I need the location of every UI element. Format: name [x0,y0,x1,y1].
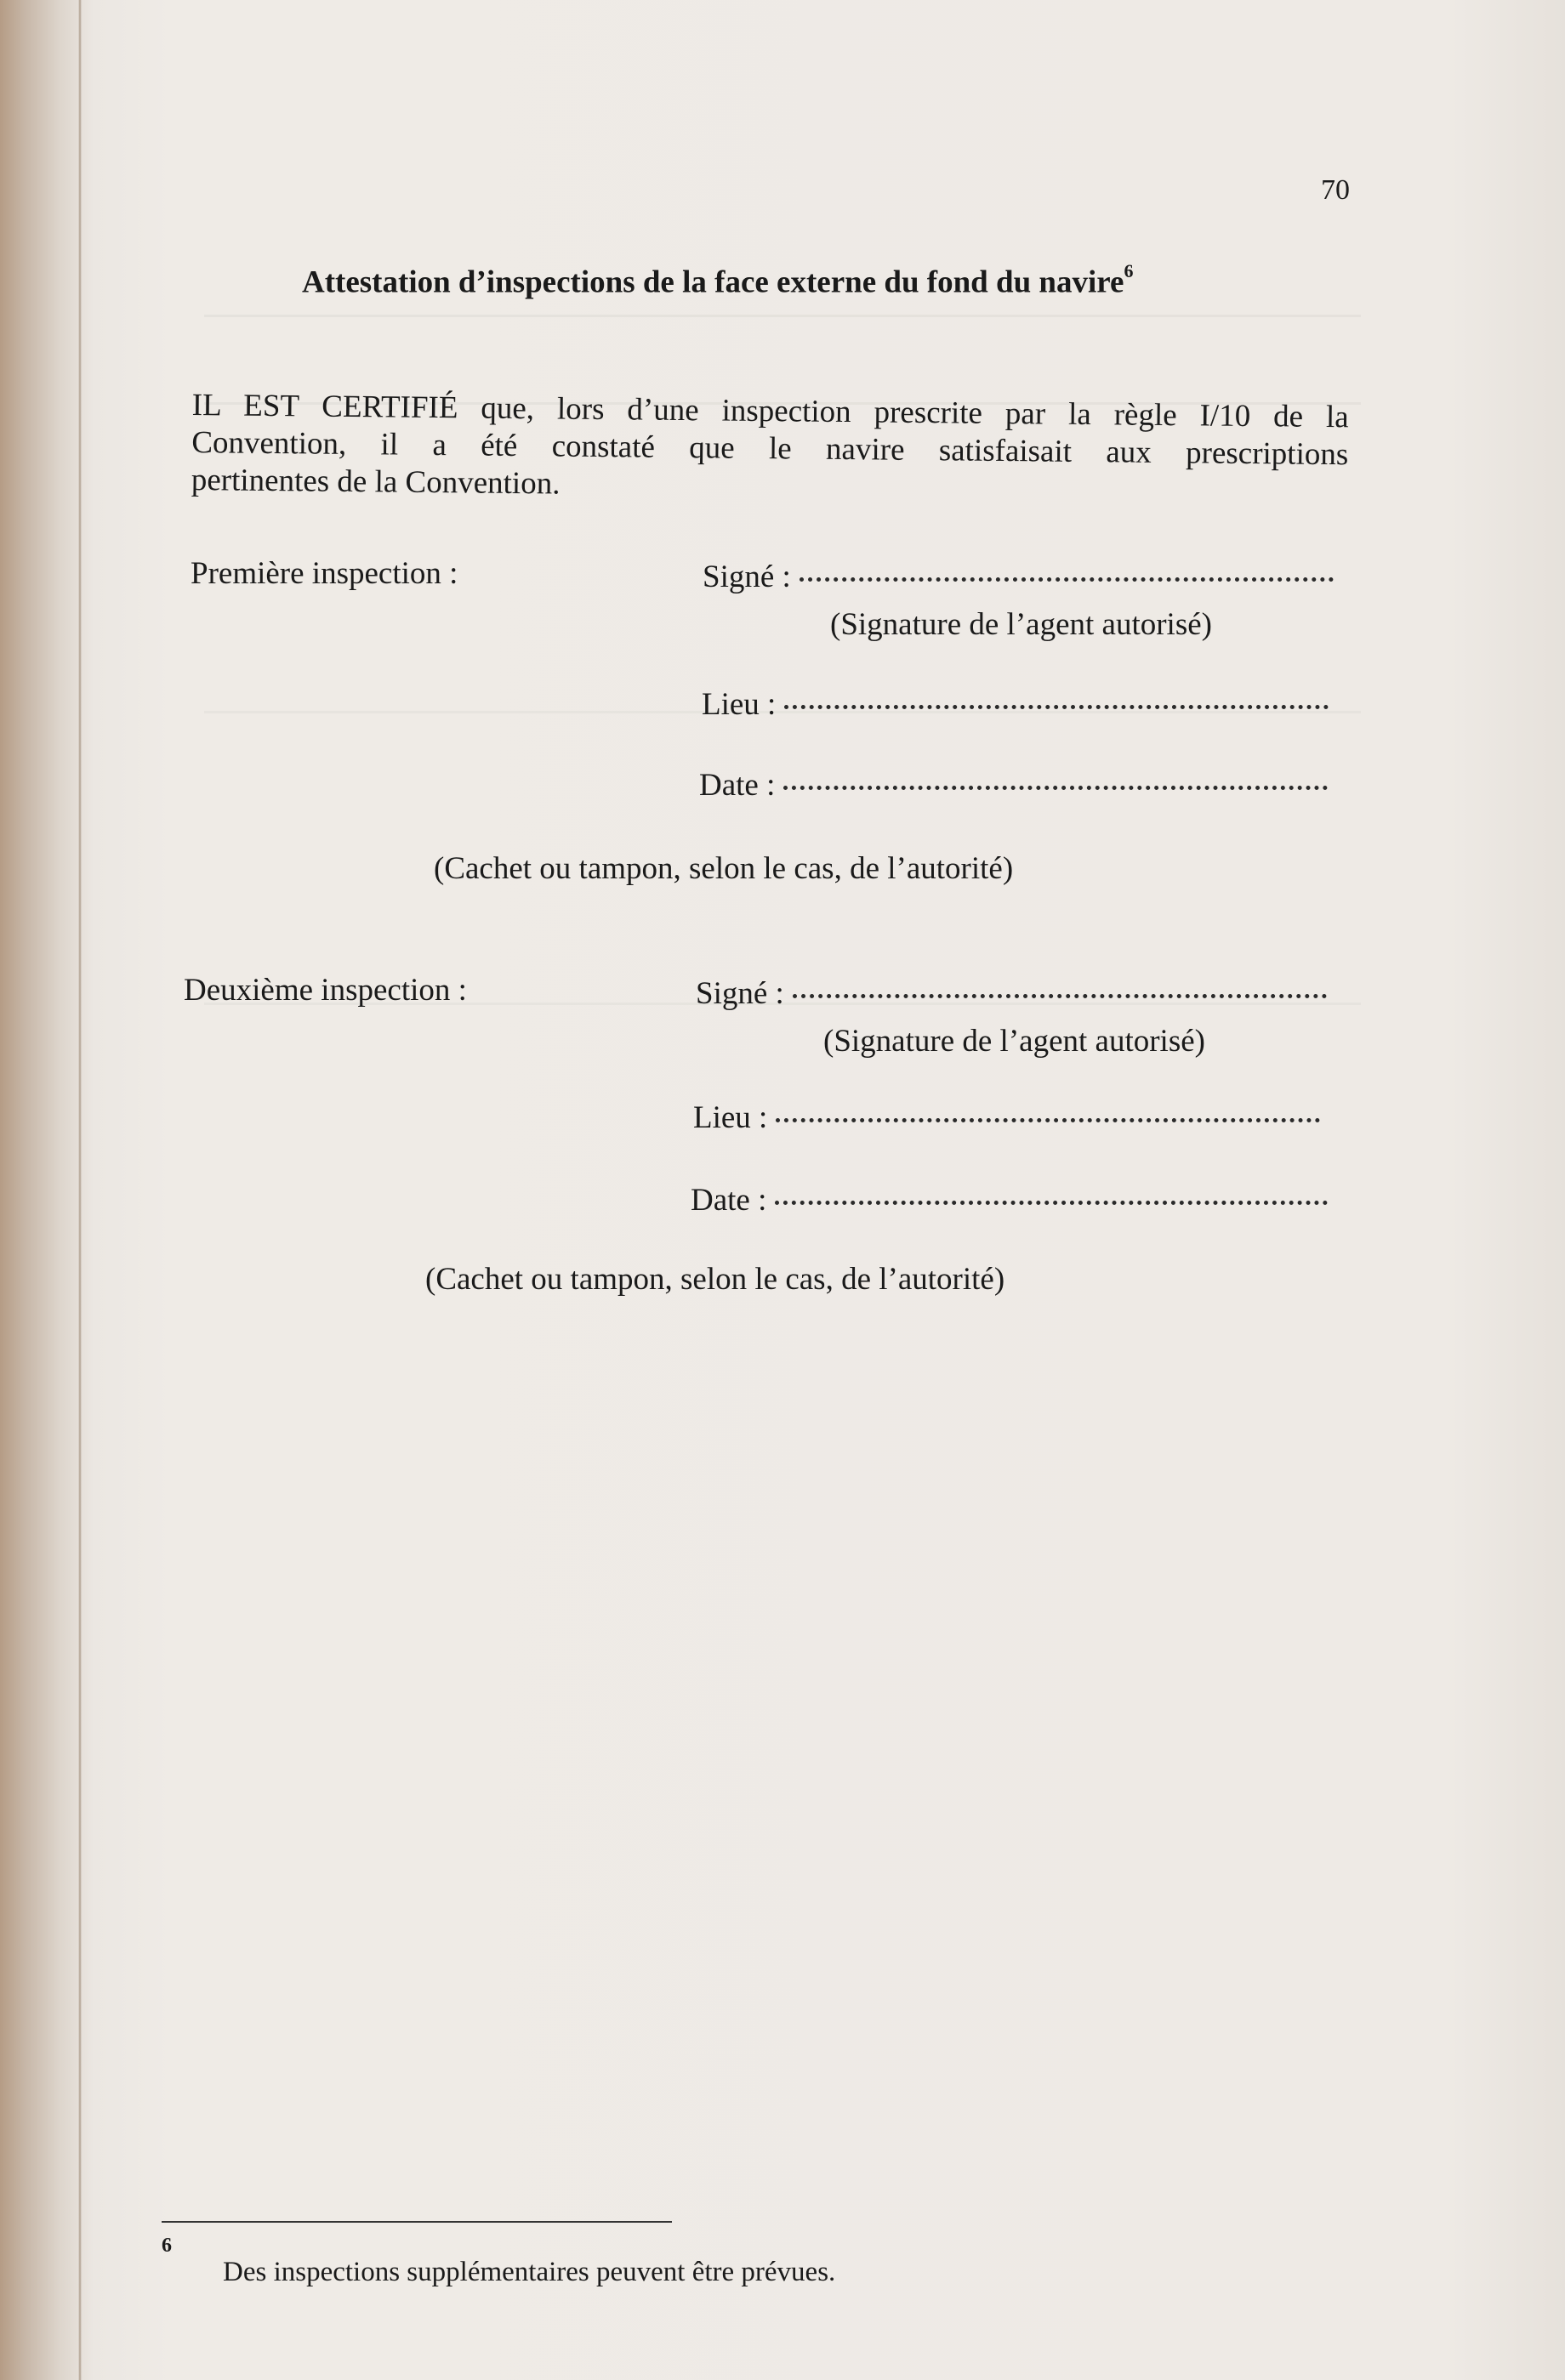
binding-shadow [78,0,82,2380]
second-inspection-label: Deuxième inspection : [184,973,467,1008]
first-place-dotted-line[interactable] [784,703,1329,709]
first-signed-dotted-line[interactable] [800,576,1334,582]
second-stamp-note: (Cachet ou tampon, selon le cas, de l’autorité) [425,1262,1005,1297]
second-signed-field[interactable] [696,975,1327,1012]
footnote-rule [162,2221,672,2223]
second-place-dotted-line[interactable] [776,1116,1320,1122]
document-title [302,260,1134,300]
first-signature-note: (Signature de l’agent autorisé) [830,607,1212,642]
first-inspection-label: Première inspection : [191,556,458,591]
footnote-marker: 6 [162,2235,172,2257]
footnote-text: Des inspections supplémentaires peuvent être prévues. [223,2257,836,2287]
first-date-dotted-line[interactable] [783,784,1328,790]
page-number: 70 [1321,174,1350,206]
first-date-label: Date : [699,768,776,803]
title-footnote-ref: 6 [1124,260,1134,281]
certification-paragraph [191,387,1349,511]
second-date-field[interactable] [691,1182,1328,1218]
certification-line: pertinentes de la Convention. [191,462,561,502]
certification-line: IL EST CERTIFIÉ que, lors d’une inspection prescrite par la règle I/10 de la [191,387,1349,435]
first-date-field[interactable] [699,767,1328,804]
first-place-label: Lieu : [702,687,777,722]
first-signed-field[interactable] [703,559,1334,595]
title-text: Attestation d’inspections de la face externe du fond du navire [302,264,1124,300]
second-place-field[interactable] [693,1099,1320,1136]
second-date-dotted-line[interactable] [775,1199,1328,1205]
second-signature-note: (Signature de l’agent autorisé) [823,1024,1205,1059]
certification-line: Convention, il a été constaté que le navire satisfaisait aux prescriptions [191,424,1349,473]
second-signed-dotted-line[interactable] [793,992,1327,998]
second-place-label: Lieu : [693,1100,768,1135]
first-stamp-note: (Cachet ou tampon, selon le cas, de l’autorité) [434,851,1014,886]
first-place-field[interactable] [702,686,1329,723]
second-date-label: Date : [691,1183,767,1218]
second-signed-label: Signé : [696,976,784,1011]
first-signed-label: Signé : [703,559,791,594]
